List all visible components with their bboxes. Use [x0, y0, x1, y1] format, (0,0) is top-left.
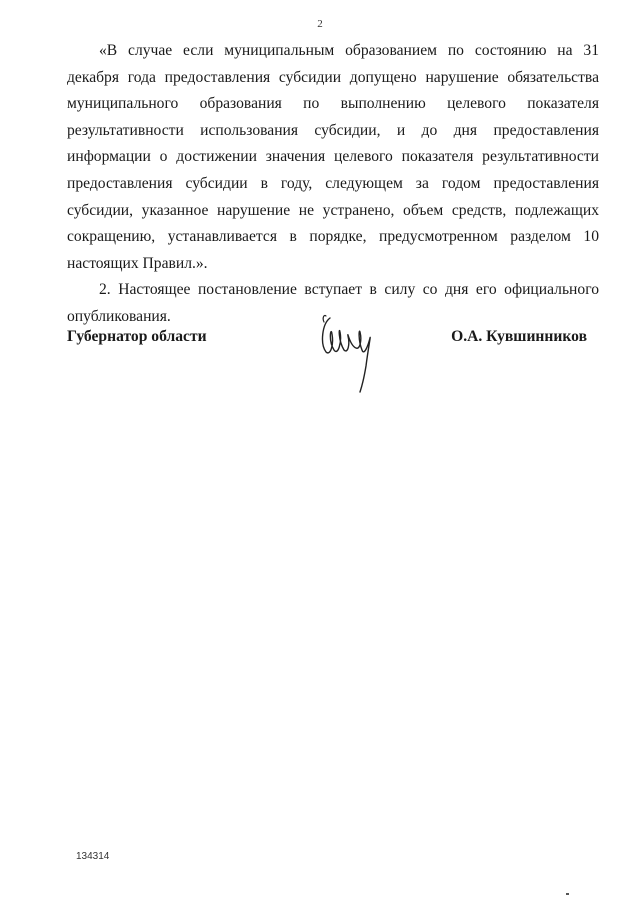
scan-mark	[566, 893, 569, 895]
document-body	[67, 38, 599, 331]
signatory-name: О.А. Кувшинников	[451, 328, 587, 345]
paragraph-effective-date: 2. Настоящее постановление вступает в силу со дня его официального опубликования.	[67, 281, 599, 325]
signatory-title: Губернатор области	[67, 328, 207, 345]
handwritten-signature	[316, 310, 388, 394]
paragraph-amendment: «В случае если муниципальным образованием по состоянию на 31 декабря года предоставления субсидии допущено нарушение обязательства муниципального образования по выполнению целевого показателя результативности использования субсидии, и до дня предоставления информации о достижении значения целевого показателя результативности предоставления субсидии в году, следующем за годом предоставления субсидии, указанное нарушение не устранено, объем средств, подлежащих сокращению, устанавливается в порядке, предусмотренном разделом 10 настоящих Правил.».	[67, 42, 599, 272]
document-code: 134314	[76, 851, 110, 862]
page-number: 2	[317, 18, 323, 30]
